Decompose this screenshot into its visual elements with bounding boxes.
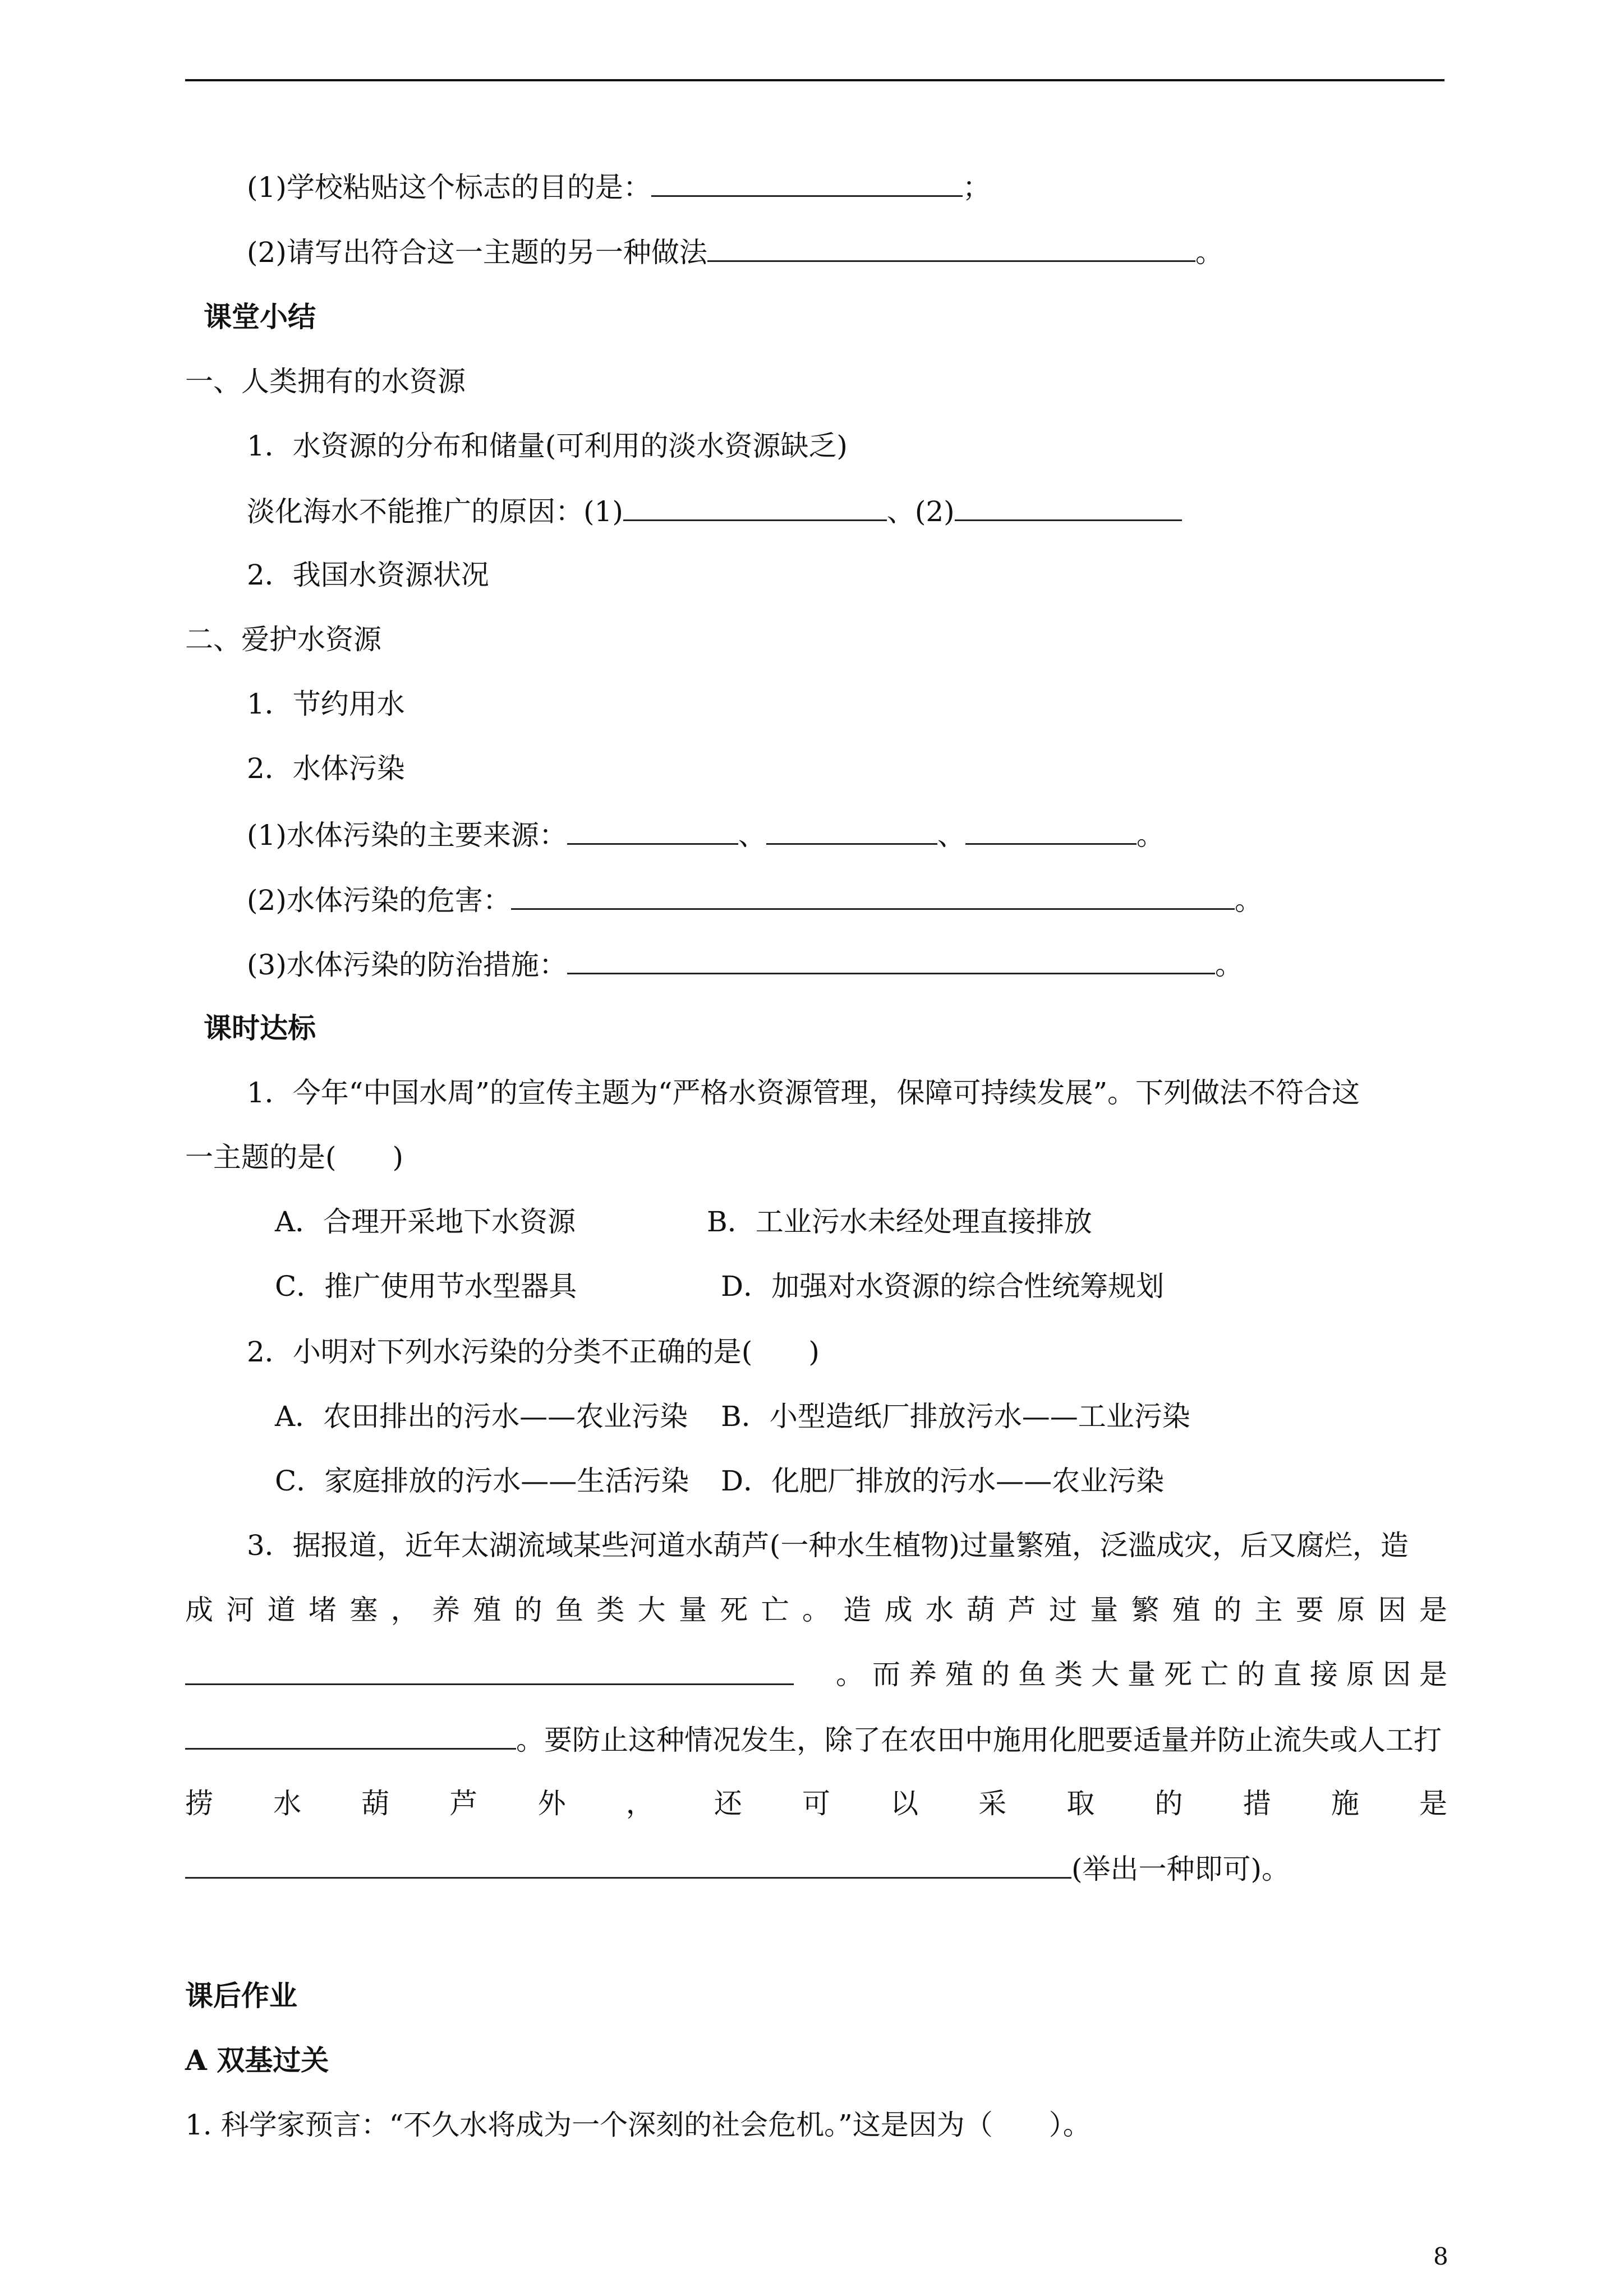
text-char: 大 [1091,1658,1119,1691]
question-3-line-2 [185,1593,1447,1627]
question-3-blank-1 [185,1658,794,1692]
text-char: 原 [1346,1658,1374,1691]
text-char: 鱼 [555,1594,583,1626]
section-title-homework: 课后作业 [185,1979,297,2012]
question-school-part2: (2)请写出符合这一主题的另一种做法 。 [247,234,1223,269]
text-char: 的 [1154,1787,1183,1820]
page-number: 8 [1433,2243,1448,2270]
text-char: 成 [185,1594,213,1626]
question-3-line-5 [185,1787,1447,1820]
option-d[interactable]: D．化肥厂排放的污水——农业污染 [721,1465,1165,1497]
text-char: 殖 [945,1658,973,1691]
question-3-line-3 [836,1658,1447,1691]
text-char: 直 [1273,1658,1301,1691]
text-char: 的 [514,1594,542,1626]
text-char: 而 [872,1658,900,1691]
summary-heading-1: 一、人类拥有的水资源 [185,365,466,398]
text-char: 鱼 [1018,1658,1046,1691]
text-char: 养 [909,1658,937,1691]
pollution-sources: (1)水体污染的主要来源： 、 、 。 [247,817,1165,852]
question-2: 2．小明对下列水污染的分类不正确的是( ) [247,1336,820,1368]
text-char: 以 [890,1787,919,1820]
text-char: 原 [1337,1594,1365,1626]
text-char: 的 [1237,1658,1265,1691]
text-char: 芦 [449,1787,478,1820]
text-char: 采 [978,1787,1007,1820]
question-3-line-1: 3．据报道，近年太湖流域某些河道水葫芦(一种水生植物)过量繁殖，泛滥成灾，后又腐烂，造 [247,1529,1409,1562]
question-3-line-4: 。要防止这种情况发生，除了在农田中施用化肥要适量并防止流失或人工打 [185,1722,1442,1757]
answer-blank[interactable] [185,1722,516,1750]
question-1-line-1: 1．今年“中国水周”的宣传主题为“严格水资源管理，保障可持续发展”。下列做法不符合这 [247,1076,1360,1109]
summary-item: 1．节约用水 [247,688,405,720]
option-a[interactable]: A．农田排出的污水——农业污染 [275,1400,688,1433]
text-char: 芦 [1007,1594,1036,1626]
text-char: 养 [431,1594,460,1626]
text-char: 殖 [1172,1594,1200,1626]
text-char: 类 [596,1594,625,1626]
answer-blank[interactable] [965,817,1137,845]
text-char: 大 [637,1594,666,1626]
text-char: 措 [1243,1787,1271,1820]
answer-blank[interactable] [707,234,1195,262]
option-a[interactable]: A．合理开采地下水资源 [275,1205,576,1238]
text-char: 葫 [967,1594,995,1626]
text-char: 是 [1419,1594,1447,1626]
option-c[interactable]: C．家庭排放的污水——生活污染 [275,1465,689,1497]
section-subtitle-basics: A 双基过关 [185,2044,329,2077]
answer-blank[interactable] [185,1851,1071,1879]
text-char: 施 [1331,1787,1359,1820]
text-char: 是 [1419,1658,1447,1691]
answer-blank[interactable] [185,1658,794,1685]
option-b[interactable]: B．小型造纸厂排放污水——工业污染 [721,1400,1190,1433]
text-char: 堵 [308,1594,337,1626]
text-char: 亡 [1200,1658,1229,1691]
text-char: 量 [1128,1658,1156,1691]
text-char: 因 [1378,1594,1406,1626]
text-char: 是 [1419,1787,1447,1820]
text-char: 成 [884,1594,913,1626]
answer-blank[interactable] [651,169,963,197]
answer-blank[interactable] [567,817,738,845]
text-char: 亡 [761,1594,789,1626]
text-char: 主 [1254,1594,1283,1626]
pollution-harm: (2)水体污染的危害： 。 [247,882,1263,917]
text-char: 。 [802,1594,830,1626]
text-char: 取 [1066,1787,1095,1820]
text-char: 的 [982,1658,1010,1691]
option-d[interactable]: D．加强对水资源的综合性统筹规划 [721,1270,1165,1303]
text-char: 因 [1383,1658,1411,1691]
desalination-reasons: 淡化海水不能推广的原因：(1) 、(2) [247,494,1182,528]
text-char: 造 [843,1594,872,1626]
question-1-line-2: 一主题的是( ) [185,1141,404,1174]
section-title-summary: 课堂小结 [204,300,316,333]
text-char: 的 [1213,1594,1242,1626]
text-char: 繁 [1131,1594,1160,1626]
text-char: 殖 [473,1594,502,1626]
text-char: ， [625,1787,654,1820]
pollution-prevention: (3)水体污染的防治措施： 。 [247,947,1243,982]
text-char: 死 [720,1594,748,1626]
text-char: 过 [1048,1594,1077,1626]
text-char: 死 [1164,1658,1192,1691]
text-char: 还 [714,1787,742,1820]
answer-blank[interactable] [623,494,887,521]
text-char: 道 [267,1594,296,1626]
answer-blank[interactable] [567,947,1215,974]
text-char: 水 [273,1787,302,1820]
summary-heading-2: 二、爱护水资源 [185,623,381,656]
text-char: 水 [925,1594,954,1626]
text-char: 塞 [349,1594,378,1626]
text-char: 河 [226,1594,255,1626]
header-rule [185,79,1444,81]
question-school-part1: (1)学校粘贴这个标志的目的是： ； [247,169,991,204]
text-char: 要 [1295,1594,1324,1626]
text-char: 外 [537,1787,566,1820]
text-char: 。 [836,1658,864,1691]
answer-blank[interactable] [766,817,937,845]
answer-blank[interactable] [511,882,1235,910]
text-char: 捞 [185,1787,213,1820]
text-char: 接 [1310,1658,1338,1691]
text-char: 可 [802,1787,830,1820]
text-char: 葫 [361,1787,390,1820]
option-b[interactable]: B．工业污水未经处理直接排放 [707,1205,1092,1238]
section-title-assessment: 课时达标 [204,1011,316,1045]
summary-item: 2．水体污染 [247,752,405,785]
homework-question-1: 1. 科学家预言：“不久水将成为一个深刻的社会危机。”这是因为（ ）。 [185,2109,1091,2141]
text-char: 类 [1055,1658,1083,1691]
summary-item: 2．我国水资源状况 [247,559,489,591]
text-char: ， [390,1594,419,1626]
text-char: 量 [678,1594,707,1626]
answer-blank[interactable] [955,494,1182,521]
summary-item: 1．水资源的分布和储量(可利用的淡水资源缺乏) [247,430,848,462]
question-3-line-6: (举出一种即可)。 [185,1851,1290,1886]
option-c[interactable]: C．推广使用节水型器具 [275,1270,577,1303]
text-char: 量 [1090,1594,1119,1626]
